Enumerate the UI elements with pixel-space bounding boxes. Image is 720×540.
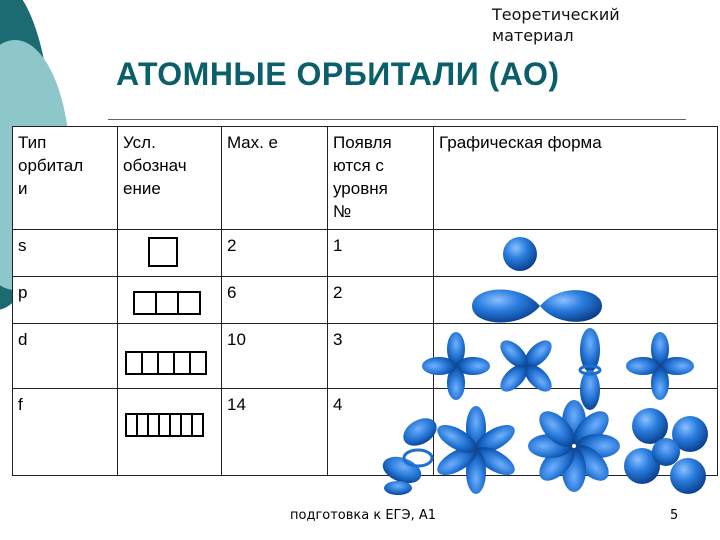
orbital-notation — [118, 277, 222, 324]
header-type-line: Тип — [18, 133, 47, 152]
orbital-notation — [118, 230, 222, 277]
table-row — [13, 389, 718, 476]
header-type-line: орбитал — [18, 156, 84, 175]
quantum-cells — [127, 413, 216, 437]
starting-level: 1 — [328, 230, 434, 277]
quantum-cell — [177, 291, 201, 315]
page-title: АТОМНЫЕ ОРБИТАЛИ (АО) — [116, 56, 560, 92]
orbital-shape-cell — [434, 230, 718, 277]
title-divider — [108, 119, 686, 120]
max-electrons: 14 — [222, 389, 328, 476]
quantum-cell — [155, 291, 179, 315]
quantum-cell — [191, 413, 204, 437]
table-header-row — [13, 127, 718, 230]
orbitals-table — [12, 126, 718, 476]
orbital-shape-cell — [434, 277, 718, 324]
subtitle-line-1: Теоретический — [492, 5, 620, 24]
header-max-line: Max. е — [227, 133, 279, 152]
quantum-cell — [189, 351, 207, 375]
starting-level: 4 — [328, 389, 434, 476]
orbital-notation — [118, 389, 222, 476]
orbital-type: f — [13, 389, 118, 476]
header-notation-line: Усл. — [123, 133, 156, 152]
max-electrons: 10 — [222, 324, 328, 389]
quantum-cells — [135, 291, 216, 315]
table-row — [13, 277, 718, 324]
header-shape-line: Графическая форма — [439, 133, 602, 152]
orbital-type: p — [13, 277, 118, 324]
footer-text: подготовка к ЕГЭ, А1 — [290, 508, 436, 523]
header-notation-line: ение — [123, 179, 161, 198]
max-electrons: 6 — [222, 277, 328, 324]
max-electrons: 2 — [222, 230, 328, 277]
quantum-cell — [133, 291, 157, 315]
header-level — [328, 127, 434, 230]
header-notation — [118, 127, 222, 230]
quantum-cell — [148, 237, 178, 267]
header-type — [13, 127, 118, 230]
orbital-shape-cell — [434, 324, 718, 389]
starting-level: 2 — [328, 277, 434, 324]
header-notation-line: обознач — [123, 156, 187, 175]
header-level-line: уровня — [333, 179, 388, 198]
header-level-line: Появля — [333, 133, 392, 152]
table-row — [13, 324, 718, 389]
header-max-electrons — [222, 127, 328, 230]
orbital-shape-cell — [434, 389, 718, 476]
page-number: 5 — [670, 508, 679, 523]
header-level-line: № — [333, 202, 352, 221]
slide-subtitle — [492, 4, 692, 46]
header-type-line: и — [18, 179, 28, 198]
quantum-cells — [127, 351, 216, 375]
orbital-notation — [118, 324, 222, 389]
header-shape — [434, 127, 718, 230]
quantum-cells — [150, 237, 216, 267]
starting-level: 3 — [328, 324, 434, 389]
subtitle-line-2: материал — [492, 26, 574, 45]
header-level-line: ются с — [333, 156, 384, 175]
table-row — [13, 230, 718, 277]
orbital-type: s — [13, 230, 118, 277]
orbital-type: d — [13, 324, 118, 389]
